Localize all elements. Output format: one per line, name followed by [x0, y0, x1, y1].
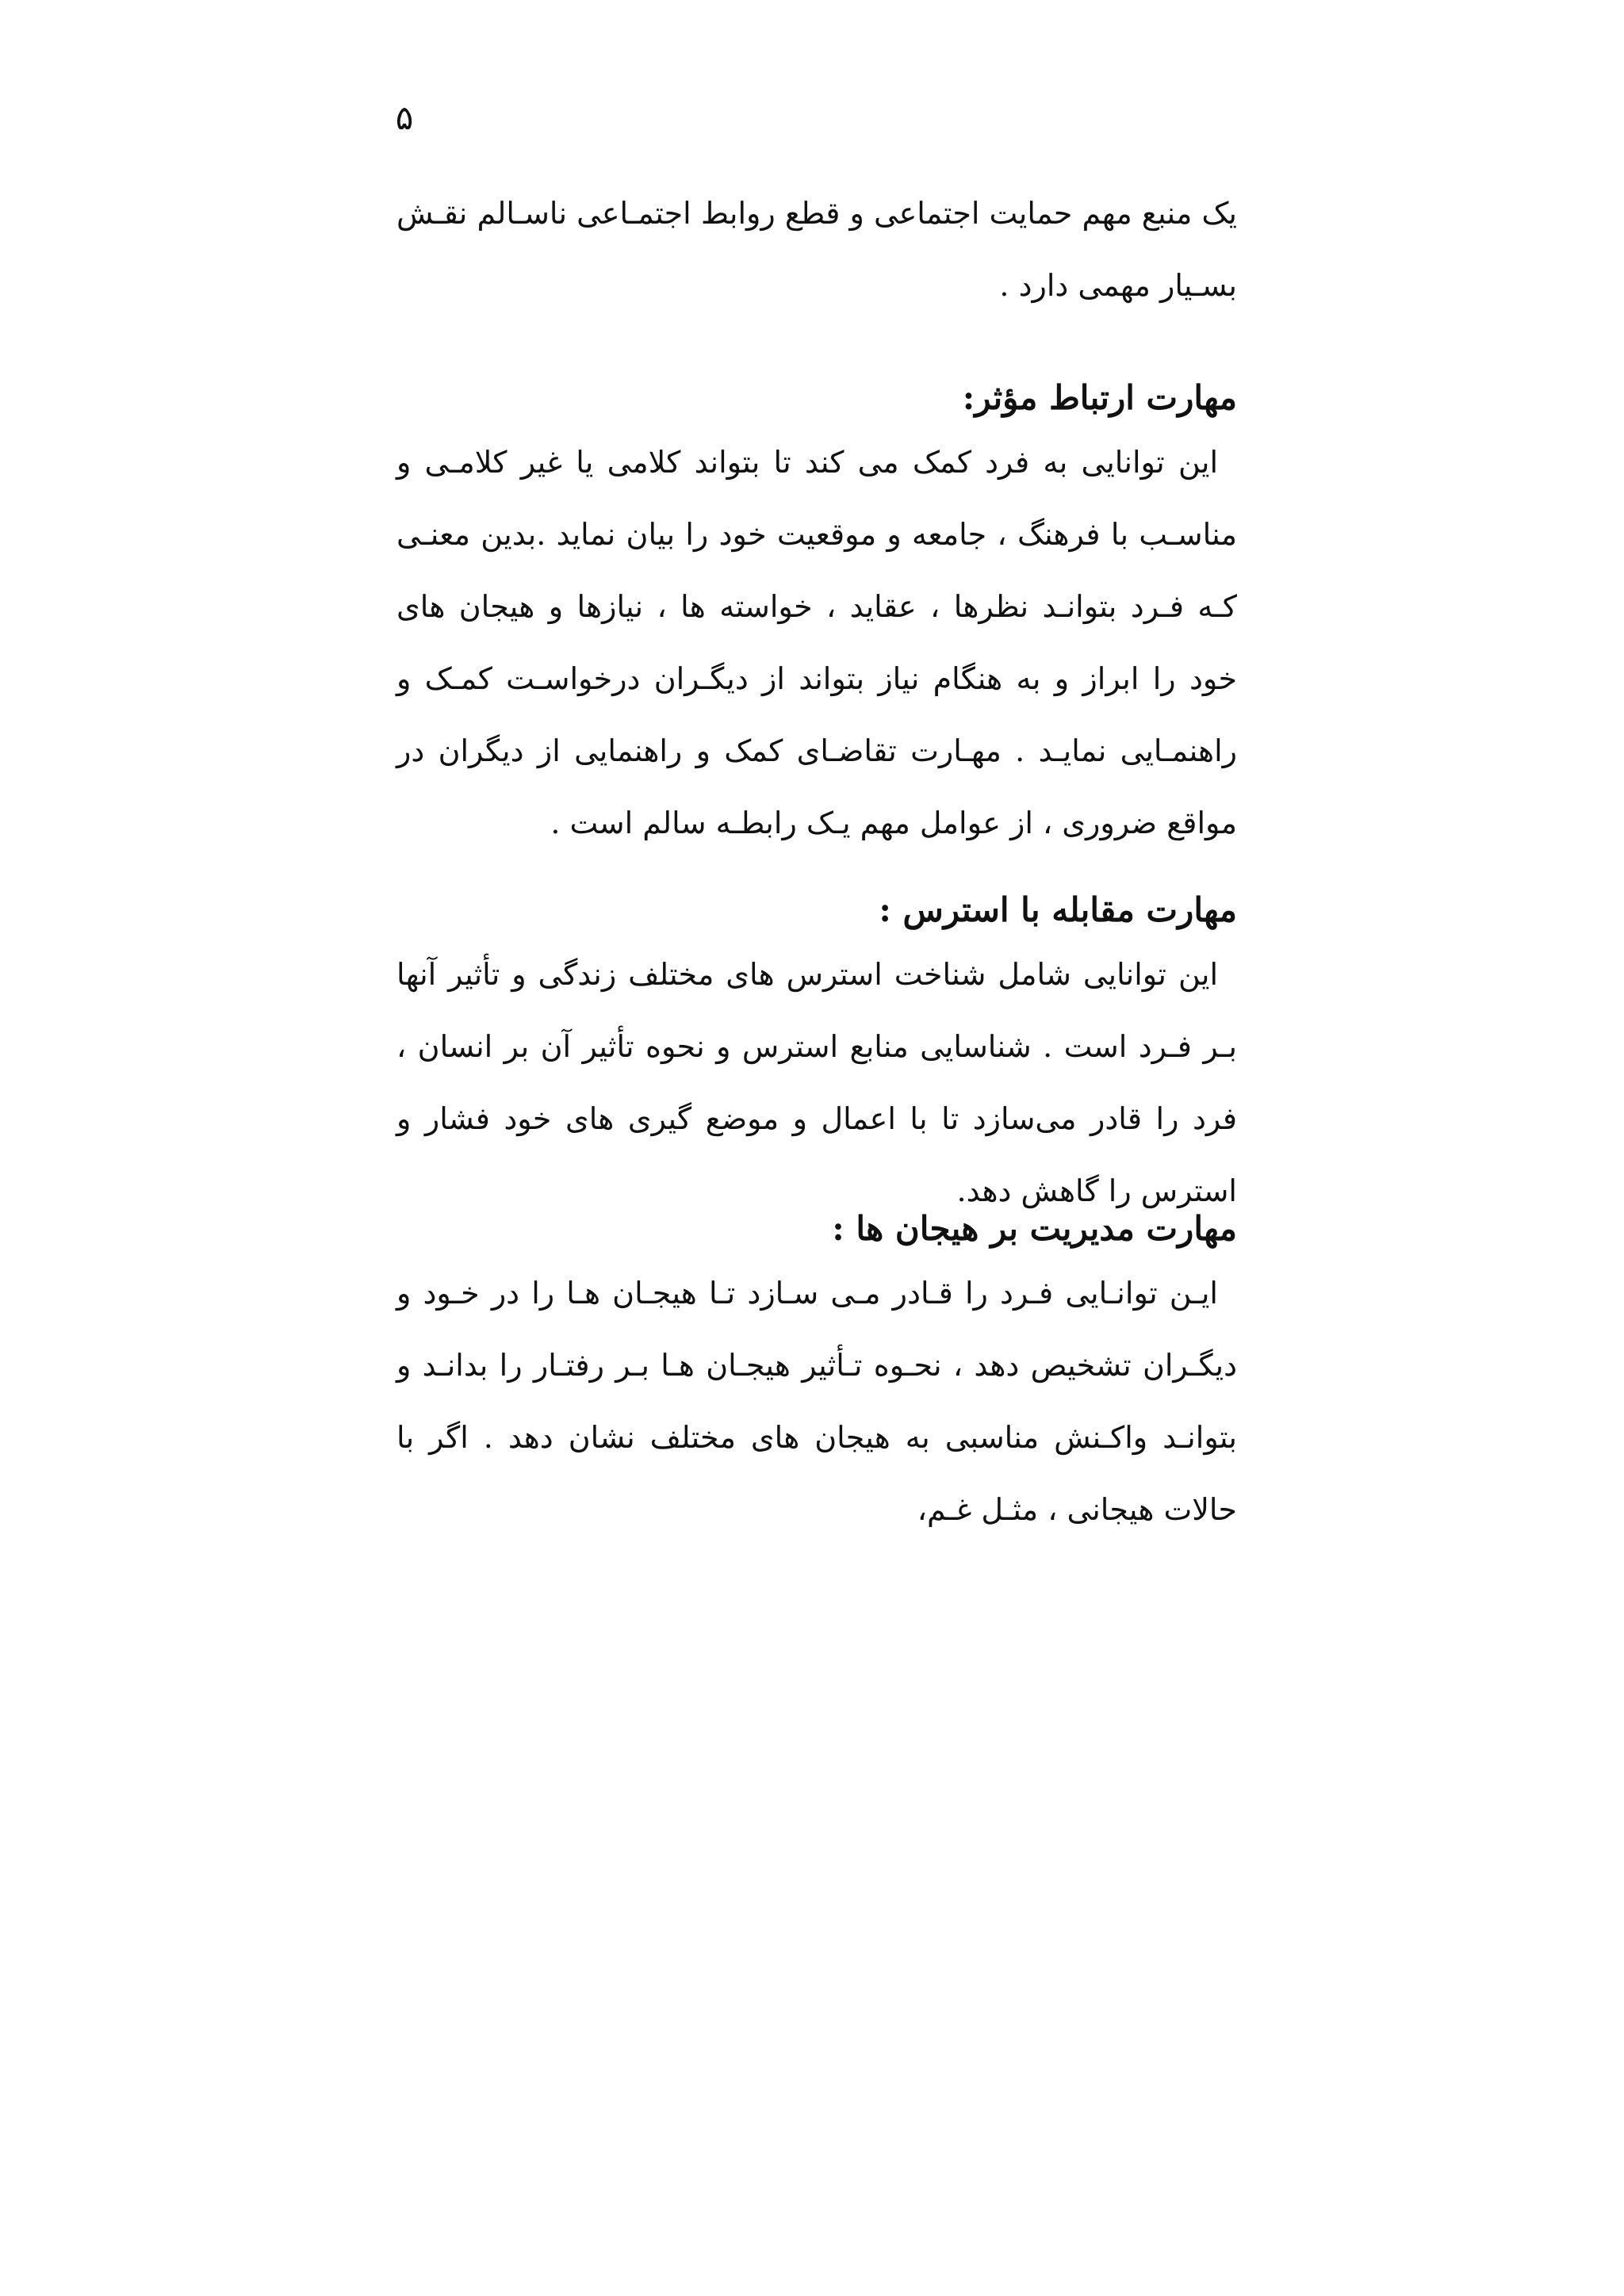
- section-paragraph: این توانایی شامل شناخت استرس های مختلف زندگی و تأثیر آنها بـر فـرد است . شناسایی منابع استرس و نحوه تأثیر آن بر انسان ، فرد را قادر می‌سازد تا با اعمال و موضع گیری های خود فشار و استرس را گاهش دهد.: [396, 957, 1237, 1208]
- section-stress-coping: [396, 886, 1237, 1227]
- intro-paragraph: یک منبع مهم حمایت اجتماعی و قطع روابط اجتمـاعی ناسـالم نقـش بسـیار مهمی دارد .: [396, 196, 1237, 303]
- section-emotion-management: [396, 1205, 1237, 1546]
- page-number: ۵: [395, 98, 414, 137]
- intro-block: [396, 178, 1237, 322]
- section-heading: مهارت مدیریت بر هیجان ها :: [832, 1209, 1237, 1248]
- section-paragraph: این توانایی به فرد کمک می کند تا بتواند کلامی یا غیر کلامـی و مناسـب با فرهنگ ، جامعه و موقعیت خود را بیان نماید .بدین معنـی کـه فـرد بتوانـد نظرها ، عقاید ، خواسته ها ، نیازها و هیجان های خود را ابراز و به هنگام نیاز بتواند از دیگـران درخواسـت کمـک و راهنمـایی نمایـد . مهـارت تقاضـای کمک و راهنمایی از دیگران در مواقع ضروری ، از عوامل مهم یـک رابطـه سالم است .: [396, 445, 1237, 840]
- section-heading: مهارت مقابله با استرس :: [879, 890, 1237, 929]
- section-paragraph: ایـن توانـایی فـرد را قـادر مـی سـازد تـا هیجـان هـا را در خـود و دیگـران تشخیص دهد ، نحـوه تـأثیر هیجـان هـا بـر رفتـار را بدانـد و بتوانـد واکـنش مناسبی به هیجان های مختلف نشان دهد . اگر با حالات هیجانی ، مثـل غـم،: [396, 1276, 1237, 1527]
- section-effective-communication: [396, 374, 1237, 859]
- section-heading: مهارت ارتباط مؤثر:: [962, 378, 1237, 417]
